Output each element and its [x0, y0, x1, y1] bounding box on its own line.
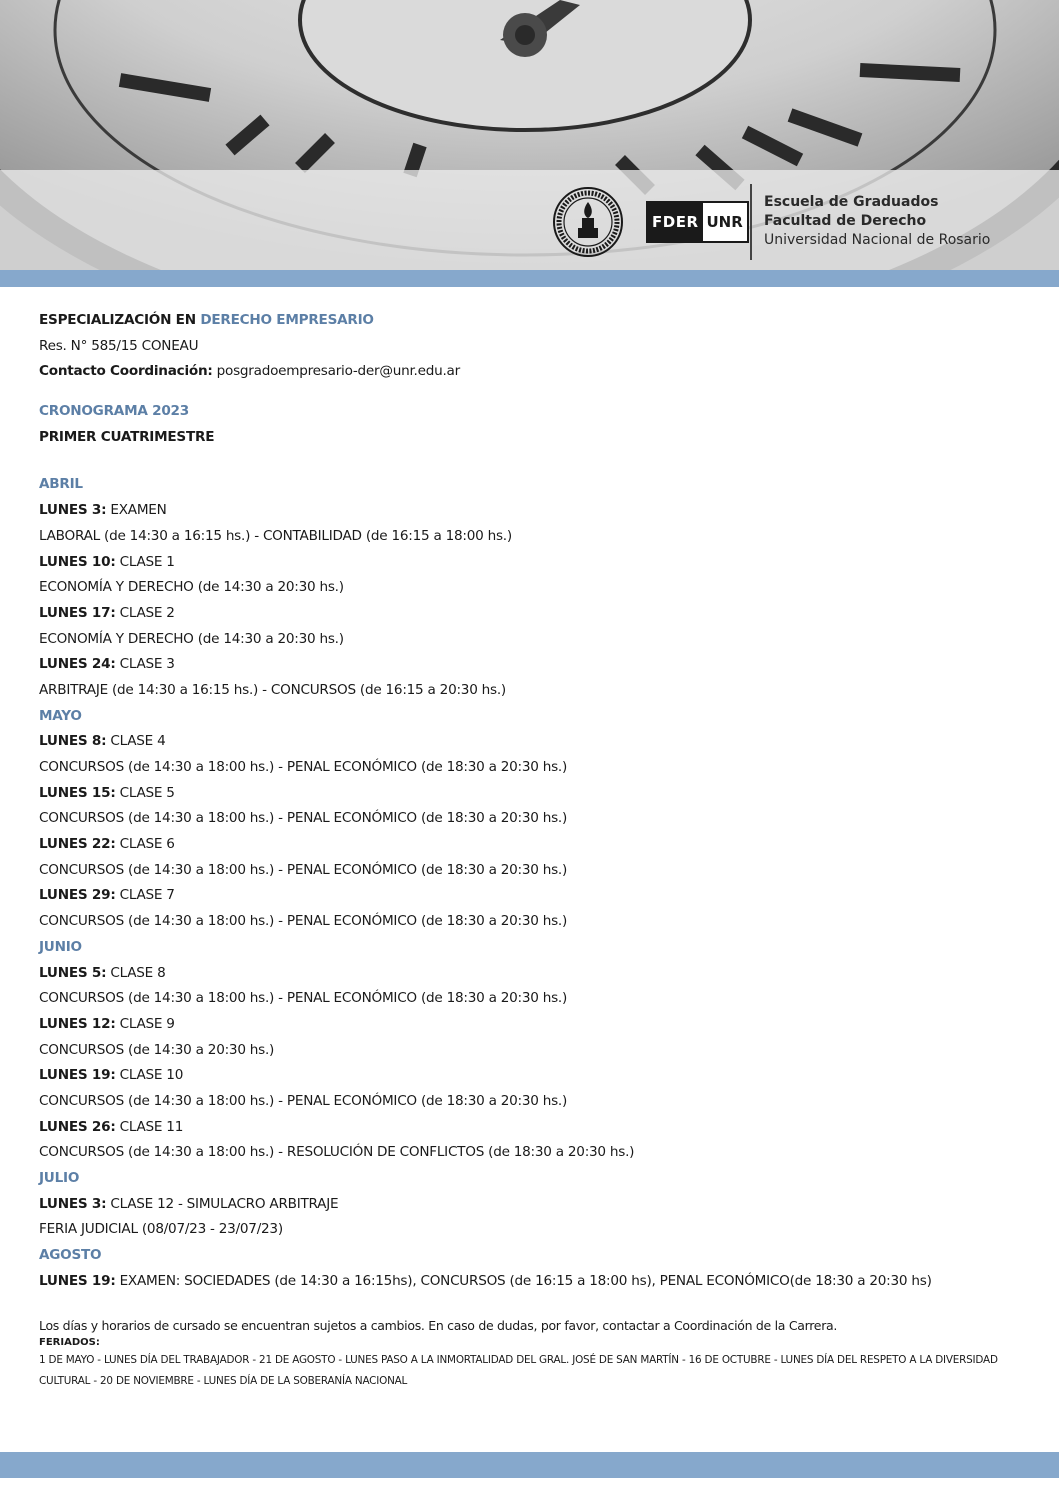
bottom-accent-bar [0, 1452, 1059, 1478]
entry-day: LUNES 24: [39, 656, 116, 673]
schedule-entry [39, 1012, 1039, 1038]
institution-line-faculty: Facultad de Derecho [764, 213, 927, 229]
institution-line-university: Universidad Nacional de Rosario [764, 232, 991, 248]
unr-seal-icon [552, 186, 624, 258]
schedule-entry [39, 550, 1039, 576]
entry-detail: CONCURSOS (de 14:30 a 18:00 hs.) - PENAL ECONÓMICO (de 18:30 a 20:30 hs.) [39, 861, 568, 878]
holidays-text: 1 DE MAYO - LUNES DÍA DEL TRABAJADOR - 21 DE AGOSTO - LUNES PASO A LA INMORTALIDAD DEL GRAL. JOSÉ DE SAN MARTÍN - 16 DE OCTUBRE - LUNES DÍA DEL RESPETO A LA DIVERSIDAD CULTURAL - 20 DE NOVIEMBRE - LUNES DÍA DE LA SOBERANÍA NACIONAL [39, 1354, 998, 1387]
month-heading: JULIO [39, 1170, 80, 1186]
entry-event: CLASE 2 [115, 604, 175, 621]
schedule-entry [39, 883, 1039, 909]
fder-unr-logo [646, 201, 749, 243]
month-heading: AGOSTO [39, 1247, 102, 1264]
fder-logo-text: FDER [648, 203, 703, 241]
notes-block [39, 1316, 1029, 1392]
schedule-entry [39, 652, 1039, 678]
entry-day: LUNES 22: [39, 836, 116, 853]
entry-event: CLASE 11 [115, 1118, 184, 1135]
entry-event: CLASE 8 [106, 964, 166, 981]
entry-event: CLASE 12 - SIMULACRO ARBITRAJE [106, 1195, 339, 1212]
schedule-entry [39, 1063, 1039, 1089]
schedule-entry [39, 781, 1039, 807]
contact-label: Contacto Coordinación: [39, 363, 213, 380]
schedule-entry [39, 498, 1039, 524]
top-accent-bar [0, 270, 1059, 287]
entry-event: CLASE 3 [115, 656, 175, 673]
entry-detail: CONCURSOS (de 14:30 a 20:30 hs.) [39, 1041, 275, 1058]
schedule-entry [39, 1192, 1039, 1218]
header-divider [750, 184, 752, 260]
entry-detail: CONCURSOS (de 14:30 a 18:00 hs.) - PENAL ECONÓMICO (de 18:30 a 20:30 hs.) [39, 759, 568, 775]
entry-event: CLASE 6 [115, 836, 175, 853]
contact-email: posgradoempresario-der@unr.edu.ar [212, 363, 460, 380]
schedule-entry [39, 832, 1039, 858]
entry-event: EXAMEN [106, 502, 167, 519]
entry-day: LUNES 8: [39, 733, 107, 750]
entry-event: CLASE 5 [115, 784, 175, 801]
entry-day: LUNES 29: [39, 887, 116, 904]
month-heading: JUNIO [39, 938, 82, 955]
entry-day: LUNES 10: [39, 553, 116, 570]
entry-day: LUNES 19: [39, 1272, 116, 1289]
entry-detail: LABORAL (de 14:30 a 16:15 hs.) - CONTABILIDAD (de 16:15 a 18:00 hs.) [39, 527, 512, 544]
month-heading: MAYO [39, 707, 82, 724]
entry-event: CLASE 4 [106, 733, 166, 750]
entry-detail: ECONOMÍA Y DERECHO (de 14:30 a 20:30 hs.) [39, 579, 344, 596]
entry-detail: CONCURSOS (de 14:30 a 18:00 hs.) - PENAL ECONÓMICO (de 18:30 a 20:30 hs.) [39, 913, 568, 930]
entry-day: LUNES 26: [39, 1118, 116, 1135]
entry-day: LUNES 3: [39, 1195, 107, 1212]
entry-day: LUNES 3: [39, 502, 107, 519]
institution-block [764, 193, 990, 250]
document-body [39, 308, 1039, 1294]
entry-day: LUNES 12: [39, 1015, 116, 1032]
disclaimer-text: Los días y horarios de cursado se encuentran sujetos a cambios. En caso de dudas, por favor, contactar a Coordinación de la Carrera. [39, 1318, 838, 1333]
entry-detail: CONCURSOS (de 14:30 a 18:00 hs.) - PENAL ECONÓMICO (de 18:30 a 20:30 hs.) [39, 810, 568, 827]
program-resolution: Res. N° 585/15 CONEAU [39, 337, 199, 354]
entry-event: CLASE 7 [115, 887, 175, 904]
schedule-entry [39, 1269, 1039, 1295]
entry-event: EXAMEN: SOCIEDADES (de 14:30 a 16:15hs), CONCURSOS (de 16:15 a 18:00 hs), PENAL ECONÓMICO(de 18:30 a 20:30 hs) [115, 1272, 932, 1289]
schedule-term: PRIMER CUATRIMESTRE [39, 428, 215, 445]
entry-event: CLASE 10 [115, 1067, 184, 1084]
entry-day: LUNES 15: [39, 784, 116, 801]
header-banner [0, 0, 1059, 270]
program-name: DERECHO EMPRESARIO [200, 312, 374, 328]
entry-detail: CONCURSOS (de 14:30 a 18:00 hs.) - PENAL ECONÓMICO (de 18:30 a 20:30 hs.) [39, 1092, 568, 1109]
unr-logo-text: UNR [703, 203, 747, 241]
schedule-entry [39, 601, 1039, 627]
schedule-entry [39, 1115, 1039, 1141]
entry-detail: CONCURSOS (de 14:30 a 18:00 hs.) - PENAL ECONÓMICO (de 18:30 a 20:30 hs.) [39, 990, 568, 1007]
month-heading: ABRIL [39, 476, 83, 493]
schedule-entry [39, 961, 1039, 987]
entry-day: LUNES 19: [39, 1067, 116, 1084]
entry-day: LUNES 17: [39, 604, 116, 621]
institution-line-school: Escuela de Graduados [764, 194, 939, 210]
schedule-entry [39, 729, 1039, 755]
entry-event: CLASE 9 [115, 1015, 175, 1032]
entry-detail: FERIA JUDICIAL (08/07/23 - 23/07/23) [39, 1221, 283, 1238]
schedule-title: CRONOGRAMA 2023 [39, 403, 189, 420]
entry-detail: ECONOMÍA Y DERECHO (de 14:30 a 20:30 hs.) [39, 630, 344, 647]
program-prefix: ESPECIALIZACIÓN EN [39, 312, 201, 328]
entry-day: LUNES 5: [39, 964, 107, 981]
entry-event: CLASE 1 [115, 553, 175, 570]
entry-detail: CONCURSOS (de 14:30 a 18:00 hs.) - RESOLUCIÓN DE CONFLICTOS (de 18:30 a 20:30 hs.) [39, 1144, 635, 1161]
entry-detail: ARBITRAJE (de 14:30 a 16:15 hs.) - CONCURSOS (de 16:15 a 20:30 hs.) [39, 681, 506, 698]
holidays-title: FERIADOS: [39, 1337, 100, 1348]
program-contact [39, 359, 1039, 385]
program-title [39, 308, 1039, 334]
